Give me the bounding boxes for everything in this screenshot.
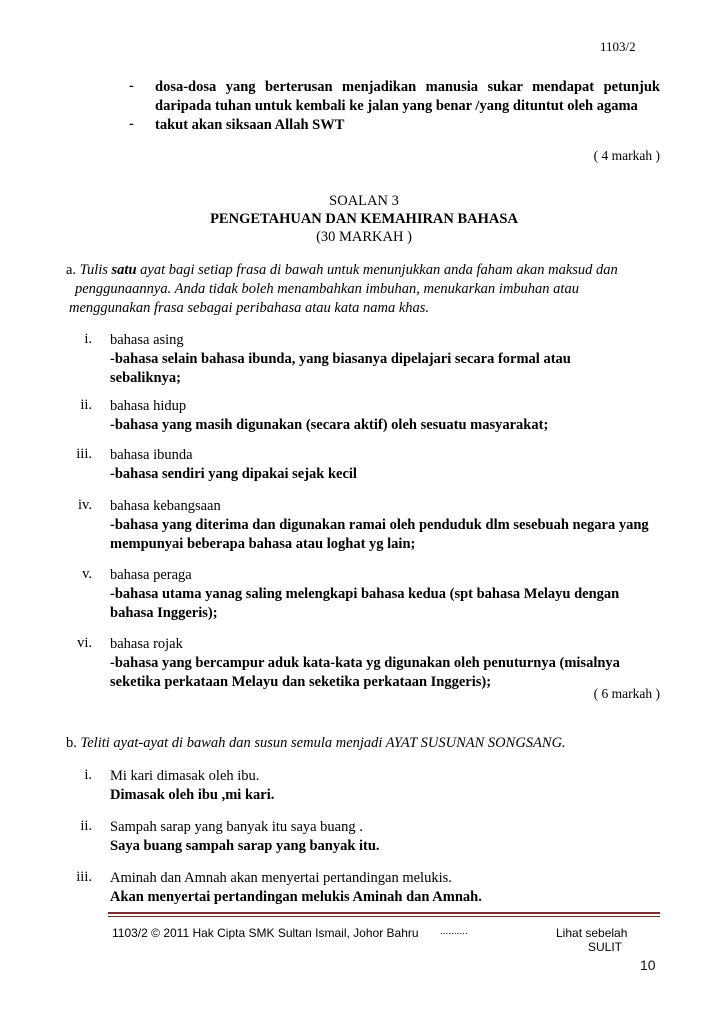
item-answer: -bahasa yang diterima dan digunakan ramai oleh penduduk dlm sesebuah negara yang xyxy=(110,517,649,533)
instruction-text: Teliti ayat-ayat di bawah dan susun semula menjadi AYAT SUSUNAN SONGSANG. xyxy=(80,735,566,751)
item-number: vi. xyxy=(77,635,92,651)
item-answer: -bahasa yang masih digunakan (secara aktif) oleh sesuatu masyarakat; xyxy=(110,417,549,433)
item-answer: Dimasak oleh ibu ,mi kari. xyxy=(110,787,275,803)
instruction-text: ayat bagi setiap frasa di bawah untuk menunjukkan anda faham akan maksud dan xyxy=(140,262,618,278)
part-a-instruction-line: menggunakan frasa sebagai peribahasa atau kata nama khas. xyxy=(69,300,430,316)
item-number: iv. xyxy=(78,497,92,513)
item-phrase: bahasa kebangsaan xyxy=(110,498,221,514)
part-a-instruction xyxy=(66,261,618,280)
footer-copyright: 1103/2 © 2011 Hak Cipta SMK Sultan Ismail, Johor Bahru xyxy=(112,926,419,940)
bullet-line: dosa-dosa yang berterusan menjadikan manusia sukar mendapat petunjuk xyxy=(155,79,660,95)
part-a-instruction-line: penggunaannya. Anda tidak boleh menambahkan imbuhan, menukarkan imbuhan atau xyxy=(75,281,579,297)
section-title: SOALAN 3 xyxy=(329,193,399,209)
footer-divider xyxy=(108,916,660,917)
item-number: iii. xyxy=(76,869,92,885)
page-number: 10 xyxy=(640,957,656,973)
bullet-line: daripada tuhan untuk kembali ke jalan yang benar /yang dituntut oleh agama xyxy=(155,98,638,114)
footer-dots: .......... xyxy=(440,926,468,937)
item-answer: Akan menyertai pertandingan melukis Aminah dan Amnah. xyxy=(110,889,482,905)
item-answer: -bahasa sendiri yang dipakai sejak kecil xyxy=(110,466,357,482)
item-number: ii. xyxy=(80,397,92,413)
item-phrase: bahasa rojak xyxy=(110,636,183,652)
item-phrase: bahasa hidup xyxy=(110,398,187,414)
section-subtitle: PENGETAHUAN DAN KEMAHIRAN BAHASA xyxy=(210,211,518,227)
item-answer: seketika perkataan Melayu dan seketika perkataan Inggeris); xyxy=(110,674,492,690)
marks-label: ( 4 markah ) xyxy=(593,148,660,163)
part-a-prefix: a. xyxy=(66,262,77,278)
section-marks: (30 MARKAH ) xyxy=(316,229,412,245)
item-answer: Saya buang sampah sarap yang banyak itu. xyxy=(110,838,380,854)
bullet-dash: - xyxy=(129,116,134,132)
part-b-prefix: b. xyxy=(66,735,77,751)
item-number: iii. xyxy=(76,446,92,462)
instruction-text: Tulis xyxy=(79,262,108,278)
item-number: v. xyxy=(82,566,92,582)
item-answer: mempunyai beberapa bahasa atau loghat yg lain; xyxy=(110,536,416,552)
document-code: 1103/2 xyxy=(600,39,636,54)
item-phrase: bahasa asing xyxy=(110,332,184,348)
footer-divider xyxy=(108,912,660,914)
item-sentence: Aminah dan Amnah akan menyertai pertandingan melukis. xyxy=(110,870,452,886)
item-number: ii. xyxy=(80,818,92,834)
part-b-instruction xyxy=(66,734,566,753)
marks-label: ( 6 markah ) xyxy=(593,686,660,701)
item-number: i. xyxy=(84,331,92,347)
item-sentence: Sampah sarap yang banyak itu saya buang . xyxy=(110,819,363,835)
item-answer: bahasa Inggeris); xyxy=(110,605,218,621)
instruction-emphasis: satu xyxy=(111,262,137,278)
bullet-line: takut akan siksaan Allah SWT xyxy=(155,117,345,133)
bullet-dash: - xyxy=(129,78,134,94)
item-answer: -bahasa utama yanag saling melengkapi bahasa kedua (spt bahasa Melayu dengan xyxy=(110,586,620,602)
footer-next-page: Lihat sebelah xyxy=(556,926,628,940)
item-sentence: Mi kari dimasak oleh ibu. xyxy=(110,768,260,784)
item-phrase: bahasa ibunda xyxy=(110,447,193,463)
item-answer: sebaliknya; xyxy=(110,370,181,386)
footer-sulit: SULIT xyxy=(588,940,623,954)
item-answer: -bahasa yang bercampur aduk kata-kata yg digunakan oleh penuturnya (misalnya xyxy=(110,655,620,671)
item-phrase: bahasa peraga xyxy=(110,567,192,583)
item-number: i. xyxy=(84,767,92,783)
item-answer: -bahasa selain bahasa ibunda, yang biasanya dipelajari secara formal atau xyxy=(110,351,571,367)
